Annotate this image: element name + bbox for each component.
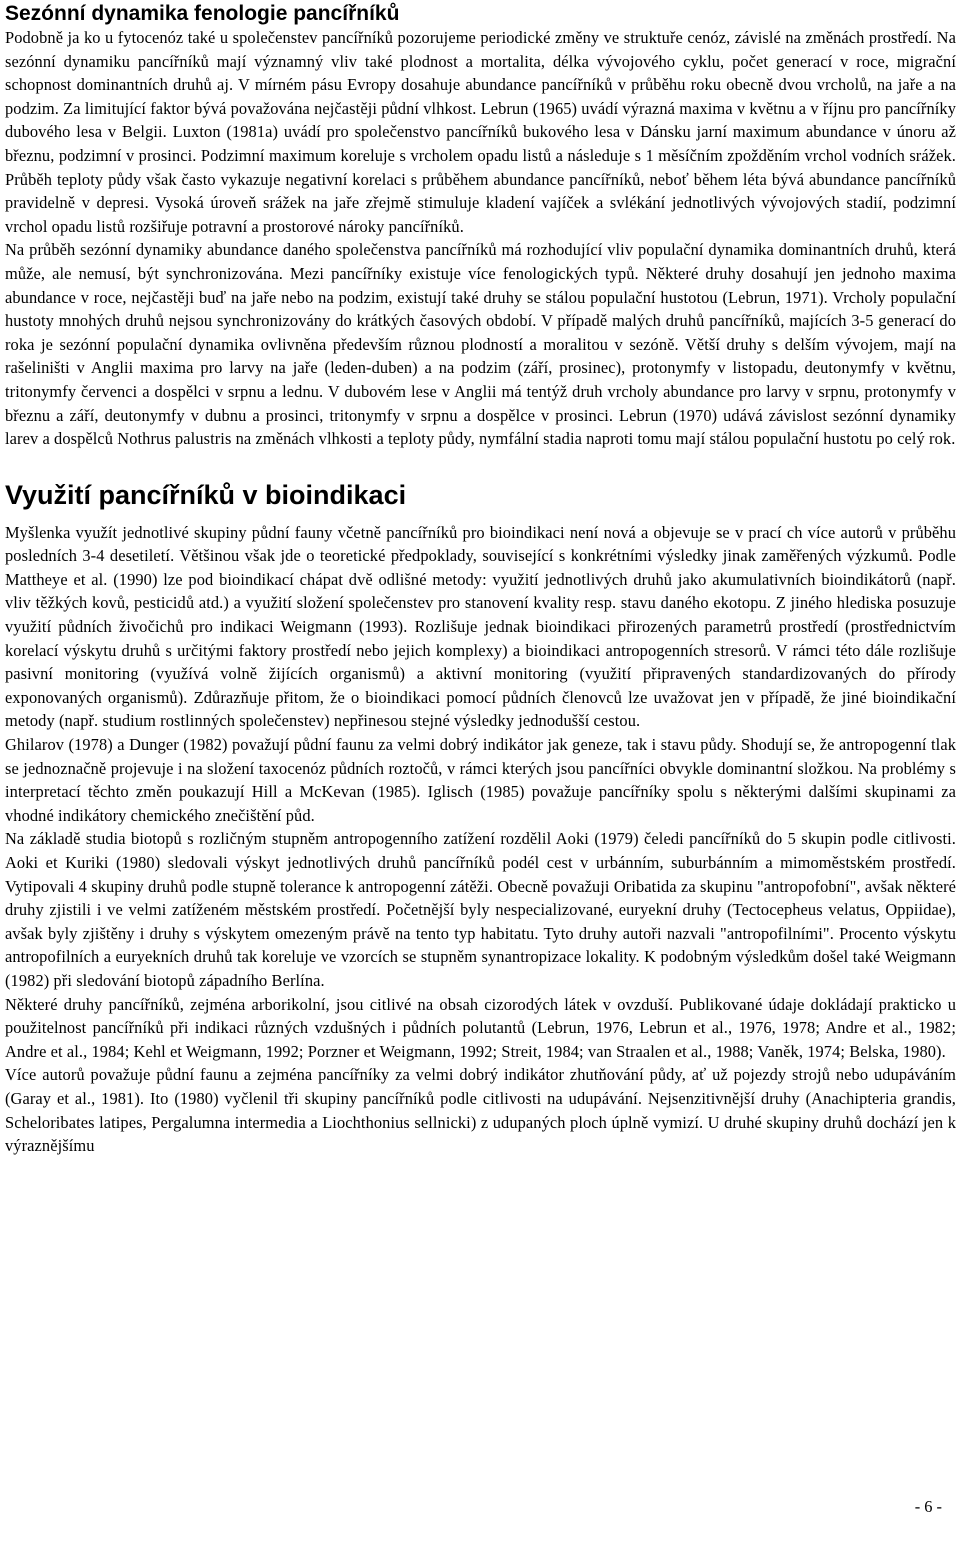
paragraph: Na průběh sezónní dynamiky abundance daného společenstva pancířníků má rozhodující vliv populační dynamika dominantních druhů, která může, ale nemusí, být synchronizována. Mezi pancířníky existuje více fenologických typů. Některé druhy dosahují jen jednoho maxima abundance v roce, nejčastěji buď na jaře nebo na podzim, existují také druhy se stálou populační hustotou (Lebrun, 1971). Vrcholy populační hustoty mnohých druhů nejsou synchronizovány do krátkých časových období. V případě malých druhů pancířníků, majících 3-5 generací do roka je sezónní populační dynamika ovlivněna především různou plodností a moralitou v sezóně. Větší druhy s delším vývojem, mají na rašeliništi v Anglii maxima pro larvy na jaře (leden-duben) a na podzim (září, prosinec), protonymfy v listopadu, deutonymfy v květnu, tritonymfy červenci a dospělci v srpnu a lednu. V dubovém lese v Anglii má tentýž druh vrcholy abundance pro larvy v srpnu, protonymfy v březnu a září, deutonymfy v dubnu a prosinci, tritonymfy v srpnu a dospělce v prosinci. Lebrun (1970) udává závislost sezónní dynamiky larev a dospělců Nothrus palustris na změnách vlhkosti a teploty půdy, nymfální stadia naproti tomu mají stálou populační hustotu po celý rok. <box>5 240 956 449</box>
page-number: - 6 - <box>914 1497 942 1516</box>
paragraph: Na základě studia biotopů s rozličným stupněm antropogenního zatížení rozdělil Aoki (1979) čeledi pancířníků do 5 skupin podle citlivosti. Aoki et Kuriki (1980) sledovali výskyt jednotlivých druhů pancířníků podél cest v urbánním, suburbánním a mimoměstském prostředí. Vytipovali 4 skupiny druhů podle stupně tolerance k antropogenní zátěži. Obecně považuji Oribatida za skupinu "antropofobní", avšak některé druhy zjistili i ve velmi zatíženém městském prostředí. Početnější byly nespecializované, euryekní druhy (Tectocepheus velatus, Oppiidae), avšak byly zjištěny i druhy s výskytem omezeným právě na tento typ habitatu. Tyto druhy autoři nazvali "antropofilními". Procento výskytu antropofilních a euryekních druhů tak koreluje ve vzorcích se stupněm synantropizace lokality. K podobným výsledkům došel také Weigmann (1982) při sledování biotopů západního Berlína. <box>5 829 956 990</box>
section-heading-seasonal-dynamics: Sezónní dynamika fenologie pancířníků <box>5 2 400 25</box>
paragraph: Některé druhy pancířníků, zejména arborikolní, jsou citlivé na obsah cizorodých látek v ovzduší. Publikované údaje dokládají prakticko u použitelnost pancířníků při indikaci různých vzdušných i půdních polutantů (Lebrun, 1976, Lebrun et al., 1976, 1978; Andre et al., 1982; Andre et al., 1984; Kehl et Weigmann, 1992; Porzner et Weigmann, 1992; Streit, 1984; van Straalen et al., 1988; Vaněk, 1974; Belska, 1980). <box>5 994 956 1061</box>
paragraph: Podobně ja ko u fytocenóz také u společenstev pancířníků pozorujeme periodické změny ve struktuře cenóz, závislé na změnách prostředí. Na sezónní dynamiku pancířníků mají významný vliv také plodnost a mortalita, délka vývojového cyklu, počet generací v roce, migrační schopnost dominantních druhů aj. V mírném pásu Evropy dosahuje abundance pancířníků v průběhu roku obecně dvou vrcholů, na jaře a na podzim. Za limitující faktor bývá považována nejčastěji půdní vlhkost. Lebrun (1965) uvádí výrazná maxima v květnu a v říjnu pro pancířníky dubového lesa v Belgii. Luxton (1981a) uvádí pro společenstvo pancířníků bukového lesa v Dánsku jarní maximum abundance v únoru až březnu, podzimní v prosinci. Podzimní maximum koreluje s vrcholem opadu listů a následuje s 1 měsíčním zpožděním vrchol vodních srážek. Průběh teploty půdy však často vykazuje negativní korelaci s průběhem abundance pancířníků, neboť během léta bývá abundance pancířníků pravidelně v depresi. Vysoká úroveň srážek na jaře zřejmě stimuluje kladení vajíček a svlékání jednotlivých vývojových stadií, podzimní vrchol opadu listů rozšiřuje potravní a prostorové nároky pancířníků. <box>5 28 956 236</box>
paragraph: Myšlenka využít jednotlivé skupiny půdní fauny včetně pancířníků pro bioindikaci není nová a objevuje se v prací ch více autorů v průběhu posledních 3-4 desetiletí. Většinou však jde o teoretické předpoklady, související s konkrétními výsledky jinak zaměřených výzkumů. Podle Mattheye et al. (1990) lze pod bioindikací chápat dvě odlišné metody: využití jednotlivých druhů jako akumulativních bioindikátorů (např. vliv těžkých kovů, pesticidů atd.) a využití složení společenstev pro stanovení kvality resp. stavu daného ekotopu. Z jiného hlediska posuzuje využití půdních živočichů pro indikaci Weigmann (1993). Rozlišuje jednak bioindikaci přirozených parametrů prostředí (prostřednictvím korelací výskytu druhů s určitými faktory prostředí nebo jejich komplexy) a bioindikaci antropogenních stresorů. V rámci této dále rozlišuje pasivní monitoring (využívá volně žijících organismů) a aktivní monitoring (využití připravených standardizovaných do přírody exponovaných organismů). Zdůrazňuje přitom, že o bioindikaci pomocí půdních členovců lze uvažovat jen v případě, že jiné bioindikační metody (např. studium rostlinných společenstev) nepřinesou stejné výsledky jednodušší cestou. <box>5 522 956 731</box>
section-heading-bioindication: Využití pancířníků v bioindikaci <box>5 479 407 510</box>
paragraph: Více autorů považuje půdní faunu a zejména pancířníky za velmi dobrý indikátor zhutňování půdy, ať už pojezdy strojů nebo udupáváním (Garay et al., 1981). Ito (1980) vyčlenil tři skupiny pancířníků podle citlivosti na udupávání. Nejsenzitivnější druhy (Anachipteria grandis, Scheloribates latipes, Pergalumna intermedia a Liochthonius sellnicki) z udupaných ploch úplně vymizí. U druhé skupiny druhů dochází jen k výraznějšímu <box>5 1065 956 1156</box>
document-page <box>5 2 956 1158</box>
paragraph: Ghilarov (1978) a Dunger (1982) považují půdní faunu za velmi dobrý indikátor jak geneze, tak i stavu půdy. Shodují se, že antropogenní tlak se jednoznačně projevuje i na složení taxocenóz půdních roztočů, v rámci kterých jsou pancířníci obvykle dominantní složkou. Na problémy s interpretací těchto změn poukazují Hill a McKevan (1985). Iglisch (1985) považuje pancířníky spolu s některými dalšími skupinami za vhodné indikátory chemického znečištění půd. <box>5 735 956 825</box>
